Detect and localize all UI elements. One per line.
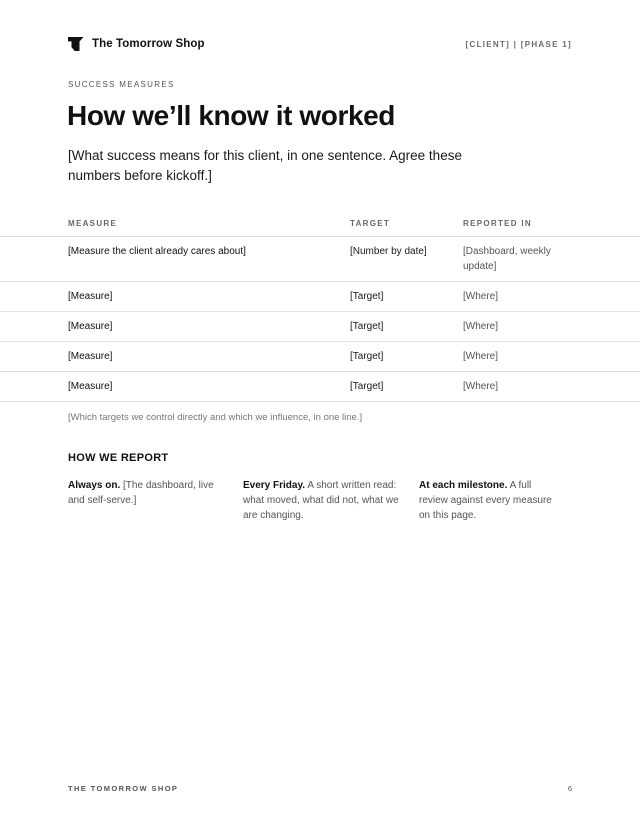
page-title: How we’ll know it worked [67,100,395,131]
report-item-always-on [68,478,218,508]
table-divider [0,311,640,312]
table-divider [0,341,640,342]
measure-cell: [Measure] [68,351,113,362]
column-header-reported-in: REPORTED IN [463,219,532,228]
target-cell: [Target] [350,291,384,302]
table-divider [0,281,640,282]
brand-logo-icon [68,36,84,52]
lede: [What success means for this client, in one sentence. Agree these numbers before kickoff.] [68,148,462,183]
report-item-text: A short written read: what moved, what did not, what we are changing. [243,480,399,521]
report-item-every-friday [243,478,401,523]
table-note: [Which targets we control directly and which we influence, in one line.] [68,412,363,423]
target-cell: [Target] [350,321,384,332]
table-divider [0,371,640,372]
measure-cell: [Measure the client already cares about] [68,246,246,257]
target-cell: [Number by date] [350,246,427,257]
column-header-measure: MEASURE [68,219,118,228]
reported-in-cell: [Where] [463,291,499,302]
measure-cell: [Measure] [68,291,113,302]
section-eyebrow: SUCCESS MEASURES [68,80,175,89]
report-item-lead: Every Friday. [243,480,306,491]
reported-in-cell: [Where] [463,351,499,362]
target-cell: [Target] [350,351,384,362]
reported-in-cell: [Dashboard, weekly update] [463,246,551,272]
measure-cell: [Measure] [68,321,113,332]
report-item-text: A full review against every measure on this page. [419,480,552,521]
measure-cell: [Measure] [68,381,113,392]
report-item-milestone [419,478,559,523]
table-divider [0,236,640,237]
target-cell: [Target] [350,381,384,392]
brand-name: The Tomorrow Shop [92,38,205,50]
reported-in-cell: [Where] [463,321,499,332]
report-item-lead: At each milestone. [419,480,508,491]
report-item-lead: Always on. [68,480,121,491]
brand [68,36,205,52]
footer-brand: THE TOMORROW SHOP [68,784,179,793]
page-number: 6 [567,784,572,793]
column-header-target: TARGET [350,219,391,228]
report-heading: HOW WE REPORT [68,452,169,464]
table-divider [0,401,640,402]
client-phase-tag: [CLIENT] | [PHASE 1] [465,39,572,49]
page-header [68,35,572,53]
report-item-text: [The dashboard, live and self-serve.] [68,480,214,506]
reported-in-cell: [Where] [463,381,499,392]
